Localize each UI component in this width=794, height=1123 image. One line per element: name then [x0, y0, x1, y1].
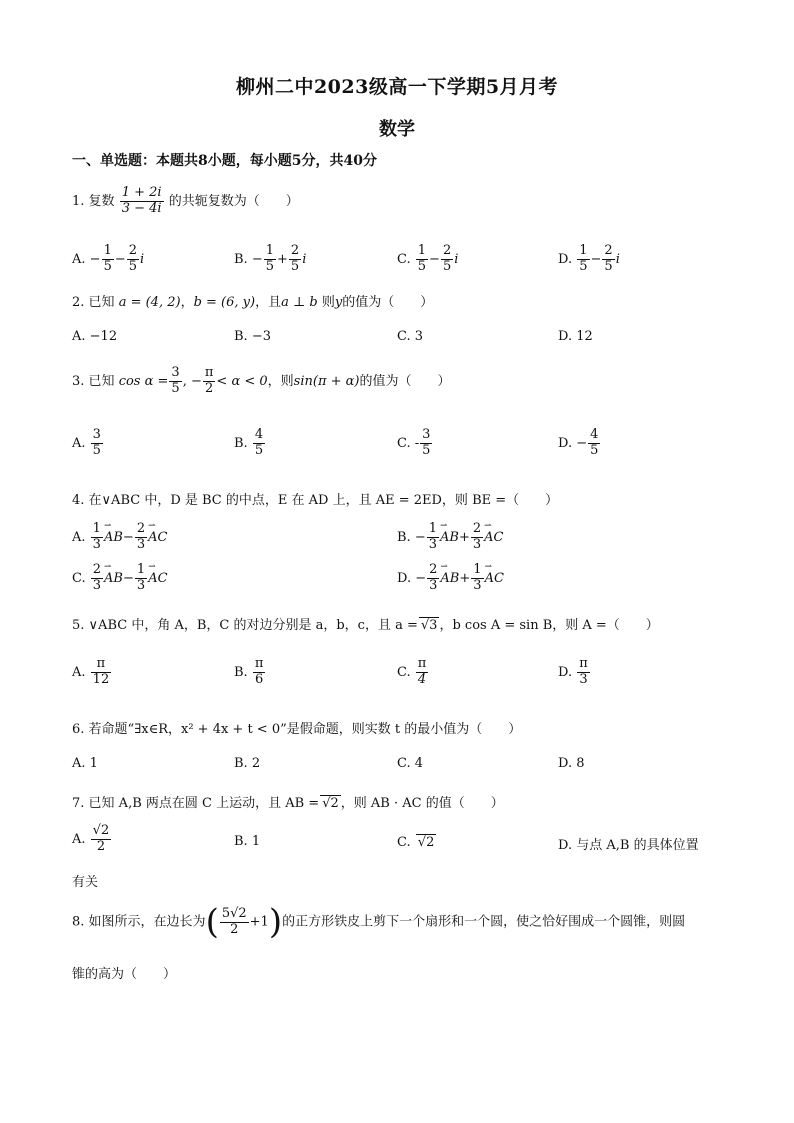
fraction — [264, 244, 276, 275]
question-2 — [72, 291, 433, 310]
fraction — [135, 522, 147, 553]
option-label: D. — [558, 251, 573, 267]
radicand: 3 — [429, 618, 438, 633]
fraction — [577, 244, 589, 275]
question-text: 则 — [321, 295, 335, 310]
vector-b: b = (6, y) — [193, 295, 256, 310]
numerator: 1 — [579, 243, 588, 258]
denominator: 5 — [590, 442, 599, 458]
option-a[interactable] — [72, 428, 104, 459]
exam-title: 柳州二中2023级高一下学期5月月考 — [235, 76, 559, 98]
vector: ⇀ AB — [440, 571, 459, 586]
option-c[interactable]: C. 4 — [397, 756, 424, 771]
numerator: 1 — [265, 243, 275, 258]
vector: ⇀ AC — [148, 530, 167, 545]
denominator: 3 — [429, 577, 438, 593]
question-text: 若命题“∃x∈R，x² + 4x + t < 0”是假命题，则实数 t 的最小值为（ ） — [88, 722, 522, 737]
option-label: C. — [397, 435, 411, 451]
option-c[interactable] — [397, 657, 429, 688]
operator: − — [114, 251, 126, 267]
option-label: D. — [397, 570, 412, 586]
imag-unit: i — [615, 251, 620, 267]
question-text: ，则 AB · AC 的值（ ） — [340, 796, 504, 811]
sign: - — [414, 435, 420, 451]
question-text: ∨ABC 中，角 A，B，C 的对边分别是 a，b，c，且 a = — [88, 618, 418, 633]
sign: − — [251, 251, 263, 267]
numerator: 1 — [92, 521, 101, 536]
option-c[interactable] — [397, 244, 458, 275]
denominator: 2 — [96, 838, 106, 854]
option-a[interactable] — [72, 657, 112, 688]
numerator: 2 — [136, 521, 146, 536]
question-number: 6. — [72, 722, 85, 737]
question-text: 已知 — [88, 295, 115, 310]
option-a[interactable]: A. −12 — [72, 329, 118, 344]
fraction — [588, 428, 600, 459]
numerator: 3 — [422, 427, 431, 442]
numerator: 2 — [128, 243, 138, 258]
sign: − — [89, 251, 101, 267]
sqrt-expr: √3 — [420, 618, 438, 633]
operator: − — [590, 251, 602, 267]
option-b[interactable]: B. −3 — [234, 329, 271, 344]
question-text: 的正方形铁皮上剪下一个扇形和一个圆，使之恰好围成一个圆锥，则圆 — [282, 914, 686, 930]
option-a[interactable] — [72, 244, 144, 275]
question-text: 复数 — [88, 193, 115, 209]
numerator: 1 — [136, 562, 146, 577]
option-label: B. — [234, 251, 248, 267]
numerator: 4 — [590, 427, 599, 442]
numerator: 4 — [254, 427, 264, 442]
denominator: 3 — [92, 577, 102, 593]
denominator: 4 — [417, 671, 427, 687]
denominator: 3 — [136, 536, 146, 552]
fraction — [91, 522, 103, 553]
imag-unit: i — [454, 251, 459, 267]
question-number: 1. — [72, 193, 85, 209]
fraction — [427, 522, 439, 553]
sqrt-expr: √2 — [322, 796, 339, 811]
vector-a: a = (4, 2) — [118, 295, 181, 310]
denominator: 2 — [230, 921, 239, 937]
option-label: C. — [397, 664, 411, 680]
numerator: 2 — [442, 243, 452, 258]
option-label: A. — [72, 664, 86, 680]
operator: + — [277, 251, 288, 267]
denominator: 5 — [254, 442, 264, 458]
option-label: D. — [558, 435, 573, 451]
denominator: 5 — [579, 258, 588, 274]
denominator: 3 — [136, 577, 146, 593]
option-b[interactable]: B. 2 — [234, 756, 261, 771]
radicand: 2 — [426, 835, 435, 850]
numerator: 5√2 — [221, 905, 247, 921]
numerator: π — [91, 657, 112, 673]
option-label: B. — [234, 435, 248, 451]
fraction — [427, 563, 439, 594]
perpendicular-expr: a ⊥ b — [281, 295, 318, 310]
numerator: 2 — [429, 562, 438, 577]
question-3 — [72, 366, 451, 397]
numerator: 1 — [103, 243, 112, 258]
sign: − — [414, 529, 426, 545]
separator: , − — [182, 373, 202, 389]
option-b[interactable] — [397, 522, 504, 553]
numerator: 1 — [417, 243, 427, 258]
fraction — [416, 244, 428, 275]
fraction — [602, 244, 614, 275]
option-c[interactable] — [397, 834, 436, 850]
exam-subject: 数学 — [379, 119, 415, 140]
left-paren: ( — [205, 902, 219, 942]
question-text: ，且 — [255, 295, 282, 310]
option-c[interactable] — [397, 428, 433, 459]
denominator: 5 — [417, 258, 427, 274]
question-text: 的值为（ ） — [359, 373, 451, 389]
option-a[interactable] — [72, 824, 112, 855]
option-label: C. — [72, 570, 86, 586]
question-text: ，b cos A = sin B，则 A =（ ） — [439, 618, 659, 633]
denominator: 12 — [92, 671, 110, 687]
right-paren: ) — [268, 902, 283, 942]
option-label: C. — [397, 251, 411, 267]
denominator: 3 — [579, 671, 588, 687]
fraction — [135, 563, 147, 594]
denominator: 5 — [604, 258, 613, 274]
fraction — [471, 563, 483, 594]
option-b[interactable] — [234, 657, 266, 688]
option-label: B. — [397, 529, 411, 545]
denominator: 2 — [205, 380, 214, 396]
question-1 — [72, 186, 299, 217]
fraction — [577, 657, 590, 688]
numerator: 1 — [473, 562, 482, 577]
operator: + — [459, 570, 471, 586]
denominator: 3 — [428, 536, 438, 552]
numerator: 2 — [604, 243, 613, 258]
option-d[interactable] — [558, 244, 620, 275]
denominator: 3 — [473, 577, 482, 593]
operator: + — [458, 529, 470, 545]
question-number: 8. — [72, 914, 85, 930]
option-label: C. — [397, 835, 411, 850]
numerator: 3 — [92, 427, 101, 442]
question-8 — [72, 902, 686, 942]
question-text: 已知 A,B 两点在圆 C 上运动，且 AB = — [88, 796, 320, 811]
denominator: 3 — [472, 536, 482, 552]
denominator: 5 — [128, 258, 138, 274]
denominator: 5 — [265, 258, 275, 274]
option-d[interactable] — [558, 657, 591, 688]
option-b[interactable] — [234, 428, 266, 459]
question-text: 在∨ABC 中，D 是 BC 的中点，E 在 AD 上，且 AE = 2ED，则 BE =（ ） — [88, 493, 559, 508]
numerator: π — [579, 656, 588, 671]
fraction — [289, 244, 301, 275]
question-text: 的值为（ ） — [342, 295, 434, 310]
numerator: 2 — [290, 243, 300, 258]
operator: − — [122, 529, 134, 545]
option-d-continuation: 有关 — [72, 875, 99, 890]
denominator: 3 − 4i — [121, 200, 162, 216]
fraction — [220, 907, 249, 938]
numerator: 2 — [92, 562, 102, 577]
vector: ⇀ AB — [440, 530, 459, 545]
numerator: 2 — [472, 521, 482, 536]
denominator: 5 — [422, 442, 431, 458]
denominator: 5 — [92, 442, 101, 458]
range-expr: < α < 0 — [216, 373, 268, 389]
option-c[interactable]: C. 3 — [397, 329, 424, 344]
vector: ⇀ AB — [104, 571, 123, 586]
vector: ⇀ AC — [485, 571, 504, 586]
denominator: 3 — [92, 536, 101, 552]
fraction — [416, 657, 429, 688]
option-d[interactable]: D. 与点 A,B 的具体位置 — [558, 838, 699, 853]
question-number: 2. — [72, 295, 85, 310]
denominator: 6 — [254, 671, 264, 687]
option-label: A. — [72, 251, 86, 267]
question-4 — [72, 489, 558, 508]
numerator: 1 + 2i — [121, 185, 162, 200]
sign: − — [576, 435, 588, 451]
vector: ⇀ AB — [104, 530, 123, 545]
fraction — [471, 522, 483, 553]
option-a[interactable] — [72, 522, 167, 553]
option-d[interactable]: D. 8 — [558, 756, 585, 771]
fraction — [203, 366, 216, 397]
vector: ⇀ AC — [484, 530, 503, 545]
option-d[interactable] — [558, 428, 601, 459]
cos-expr: cos α = — [118, 373, 169, 389]
question-7 — [72, 792, 504, 811]
variable: y — [334, 295, 343, 310]
question-number: 3. — [72, 373, 85, 389]
question-8-line2: 锥的高为（ ） — [72, 967, 177, 982]
option-d[interactable]: D. 12 — [558, 329, 593, 344]
question-text: 已知 — [88, 373, 115, 389]
question-5 — [72, 614, 659, 633]
numerator: π — [417, 656, 427, 671]
fraction — [441, 244, 453, 275]
fraction — [91, 563, 103, 594]
option-b[interactable]: B. 1 — [234, 834, 261, 849]
numerator: √2 — [92, 823, 110, 838]
denominator: 5 — [171, 380, 180, 396]
numerator: 3 — [171, 365, 180, 380]
sign: − — [415, 570, 427, 586]
option-a[interactable]: A. 1 — [72, 756, 98, 771]
fraction — [102, 244, 114, 275]
radicand: 2 — [330, 796, 339, 811]
fraction — [169, 366, 181, 397]
operator: − — [429, 251, 440, 267]
numerator: 1 — [428, 521, 438, 536]
question-text: 的共轭复数为（ ） — [168, 193, 299, 209]
section-heading: 一、单选题：本题共8小题，每小题5分，共40分 — [72, 153, 377, 169]
fraction — [253, 428, 265, 459]
question-text: 如图所示，在边长为 — [88, 914, 206, 930]
denominator: 5 — [290, 258, 300, 274]
question-number: 7. — [72, 796, 85, 811]
question-text: ，则 — [267, 373, 294, 389]
imag-unit: i — [302, 251, 307, 267]
separator: ， — [180, 295, 194, 310]
question-6 — [72, 718, 521, 737]
option-label: A. — [72, 831, 86, 847]
option-b[interactable] — [234, 244, 306, 275]
numerator: π — [254, 656, 264, 671]
fraction — [91, 824, 112, 855]
numerator: π — [204, 365, 214, 380]
option-c[interactable] — [72, 563, 168, 594]
imag-unit: i — [140, 251, 145, 267]
option-label: A. — [72, 435, 86, 451]
operator: − — [123, 570, 134, 586]
option-label: B. — [234, 664, 248, 680]
sin-expr: sin(π + α) — [293, 373, 360, 389]
denominator: 5 — [103, 258, 112, 274]
question-number: 4. — [72, 493, 85, 508]
fraction — [253, 657, 266, 688]
sqrt-expr: √2 — [417, 835, 435, 850]
plus-one: +1 — [249, 914, 269, 930]
question-number: 5. — [72, 618, 85, 633]
option-label: D. — [558, 664, 573, 680]
option-label: A. — [72, 529, 86, 545]
option-d[interactable] — [397, 563, 504, 594]
vector: ⇀ AC — [148, 571, 167, 586]
fraction — [120, 186, 164, 217]
fraction — [91, 657, 112, 688]
fraction — [420, 428, 432, 459]
denominator: 5 — [442, 258, 452, 274]
fraction — [127, 244, 139, 275]
fraction — [91, 428, 103, 459]
